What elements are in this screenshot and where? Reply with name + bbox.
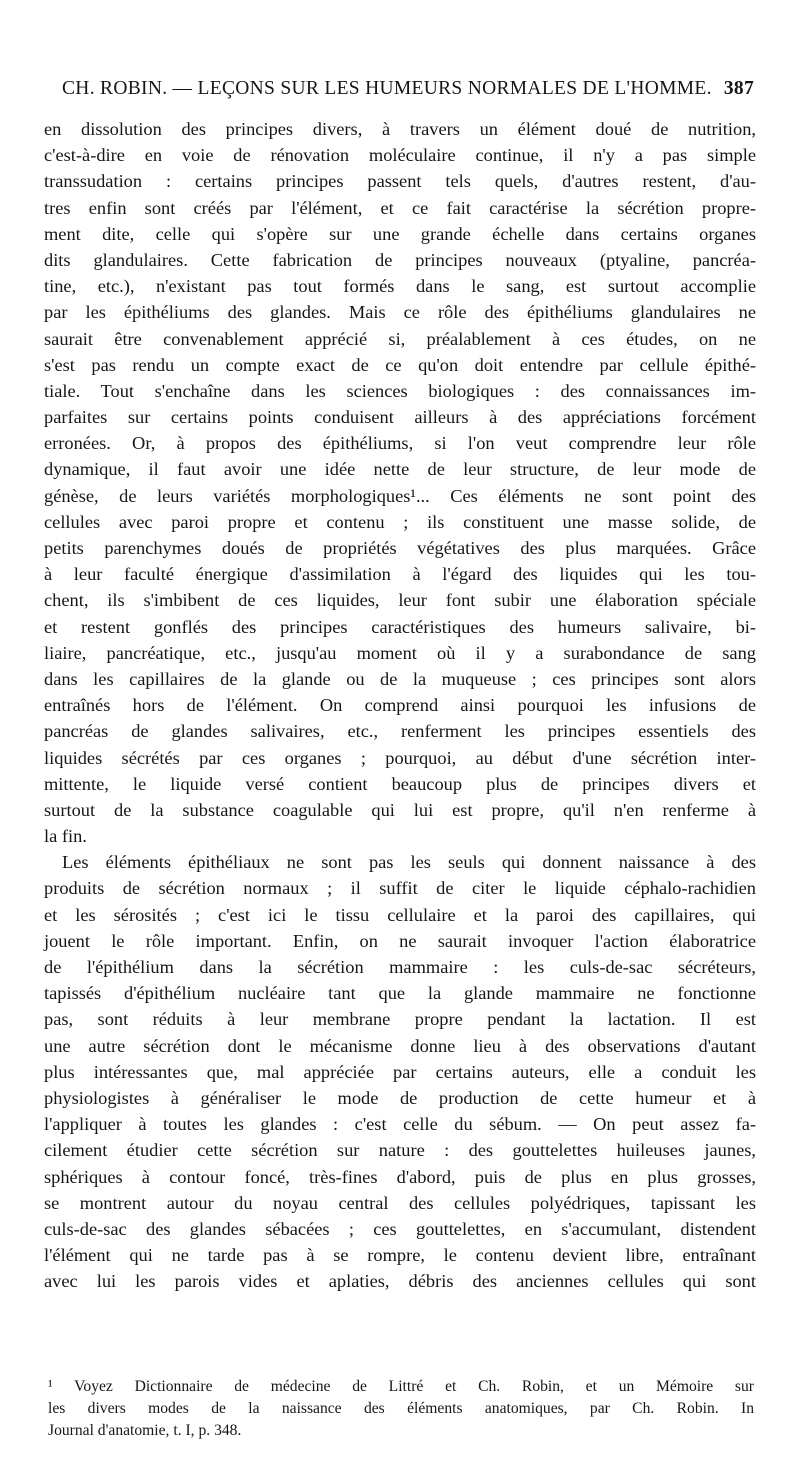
body-text bbox=[44, 116, 756, 1294]
text-line: surtout de la substance coagulable qui lui est propre, qu'il n'en renferme à bbox=[44, 799, 756, 820]
page-number: 387 bbox=[723, 78, 754, 99]
text-line: dynamique, il faut avoir une idée nette de leur structure, de leur mode de bbox=[44, 459, 756, 480]
running-header-title: CH. ROBIN. — LEÇONS SUR LES HUMEURS NORMALES DE L'HOMME. bbox=[62, 78, 712, 99]
text-line: l'élément qui ne tarde pas à se rompre, le contenu devient libre, entraînant bbox=[44, 1245, 756, 1266]
text-line: petits parenchymes doués de propriétés végétatives des plus marquées. Grâce bbox=[44, 538, 756, 558]
text-line: transsudation : certains principes passent tels quels, d'autres restent, d'au- bbox=[44, 171, 756, 192]
text-line: une autre sécrétion dont le mécanisme donne lieu à des observations d'autant bbox=[44, 1035, 756, 1056]
text-line: pancréas de glandes salivaires, etc., renferment les principes essentiels des bbox=[44, 721, 756, 742]
text-line: cilement étudier cette sécrétion sur nature : des gouttelettes huileuses jaunes, bbox=[44, 1140, 756, 1161]
text-line: erronées. Or, à propos des épithéliums, si l'on veut comprendre leur rôle bbox=[44, 433, 756, 454]
text-line: dits glandulaires. Cette fabrication de principes nouveaux (ptyaline, pancréa- bbox=[44, 249, 756, 270]
running-header bbox=[62, 78, 754, 100]
text-line: c'est-à-dire en voie de rénovation moléculaire continue, il n'y a pas simple bbox=[44, 145, 756, 166]
text-line: en dissolution des principes divers, à travers un élément doué de nutrition, bbox=[44, 119, 756, 139]
text-line: physiologistes à généraliser le mode de production de cette humeur et à bbox=[44, 1087, 756, 1108]
text-line: tapissés d'épithélium nucléaire tant que la glande mammaire ne fonctionne bbox=[44, 983, 756, 1004]
text-line: produits de sécrétion normaux ; il suffit de citer le liquide céphalo-rachidien bbox=[44, 878, 756, 899]
text-line: se montrent autour du noyau central des cellules polyédriques, tapissant les bbox=[44, 1192, 756, 1213]
text-line: génèse, de leurs variétés morphologiques¹... Ces éléments ne sont point des bbox=[44, 485, 756, 506]
footnote-line: les divers modes de la naissance des éléments anatomiques, par Ch. Robin. In bbox=[48, 1400, 754, 1417]
text-line: plus intéressantes que, mal appréciée par certains auteurs, elle a conduit les bbox=[44, 1061, 756, 1082]
text-line: liquides sécrétés par ces organes ; pourquoi, au début d'une sécrétion inter- bbox=[44, 747, 756, 768]
text-line: cellules avec paroi propre et contenu ; ils constituent une masse solide, de bbox=[44, 511, 756, 532]
text-line: s'est pas rendu un compte exact de ce qu'on doit entendre par cellule épithé- bbox=[44, 354, 756, 375]
text-line: tine, etc.), n'existant pas tout formés dans le sang, est surtout accomplie bbox=[44, 276, 756, 297]
text-line: de l'épithélium dans la sécrétion mammaire : les culs-de-sac sécréteurs, bbox=[44, 957, 756, 977]
text-line: sphériques à contour foncé, très-fines d'abord, puis de plus en plus grosses, bbox=[44, 1166, 756, 1187]
text-line-paragraph-start: Les éléments épithéliaux ne sont pas les seuls qui donnent naissance à des bbox=[62, 852, 756, 873]
footnote bbox=[48, 1376, 754, 1442]
text-line: mittente, le liquide versé contient beaucoup plus de principes divers et bbox=[44, 773, 756, 794]
footnote-line: Journal d'anatomie, t. I, p. 348. bbox=[48, 1422, 242, 1439]
text-line: entraînés hors de l'élément. On comprend ainsi pourquoi les infusions de bbox=[44, 695, 756, 716]
text-line: culs-de-sac des glandes sébacées ; ces gouttelettes, en s'accumulant, distendent bbox=[44, 1218, 756, 1239]
text-line: avec lui les parois vides et aplaties, débris des anciennes cellules qui sont bbox=[44, 1271, 756, 1292]
text-line: par les épithéliums des glandes. Mais ce rôle des épithéliums glandulaires ne bbox=[44, 302, 756, 323]
text-line: parfaites sur certains points conduisent ailleurs à des appréciations forcément bbox=[44, 407, 756, 428]
text-line-paragraph-end: la fin. bbox=[44, 826, 87, 847]
text-line: jouent le rôle important. Enfin, on ne saurait invoquer l'action élaboratrice bbox=[44, 930, 756, 951]
text-line: saurait être convenablement apprécié si, préalablement à ces études, on ne bbox=[44, 328, 756, 349]
footnote-line: ¹ Voyez Dictionnaire de médecine de Littré et Ch. Robin, et un Mémoire sur bbox=[48, 1378, 754, 1395]
text-line: et restent gonflés des principes caractéristiques des humeurs salivaire, bi- bbox=[44, 616, 756, 637]
text-line: tres enfin sont créés par l'élément, et ce fait caractérise la sécrétion propre- bbox=[44, 197, 756, 218]
text-line: liaire, pancréatique, etc., jusqu'au moment où il y a surabondance de sang bbox=[44, 642, 756, 663]
text-line: ment dite, celle qui s'opère sur une grande échelle dans certains organes bbox=[44, 223, 756, 244]
text-line: à leur faculté énergique d'assimilation à l'égard des liquides qui les tou- bbox=[44, 564, 756, 585]
text-line: tiale. Tout s'enchaîne dans les sciences biologiques : des connaissances im- bbox=[44, 380, 756, 401]
text-line: dans les capillaires de la glande ou de la muqueuse ; ces principes sont alors bbox=[44, 668, 756, 689]
text-line: chent, ils s'imbibent de ces liquides, leur font subir une élaboration spéciale bbox=[44, 590, 756, 611]
text-line: pas, sont réduits à leur membrane propre pendant la lactation. Il est bbox=[44, 1009, 756, 1030]
text-line: l'appliquer à toutes les glandes : c'est celle du sébum. — On peut assez fa- bbox=[44, 1114, 756, 1135]
text-line: et les sérosités ; c'est ici le tissu cellulaire et la paroi des capillaires, qui bbox=[44, 904, 756, 925]
